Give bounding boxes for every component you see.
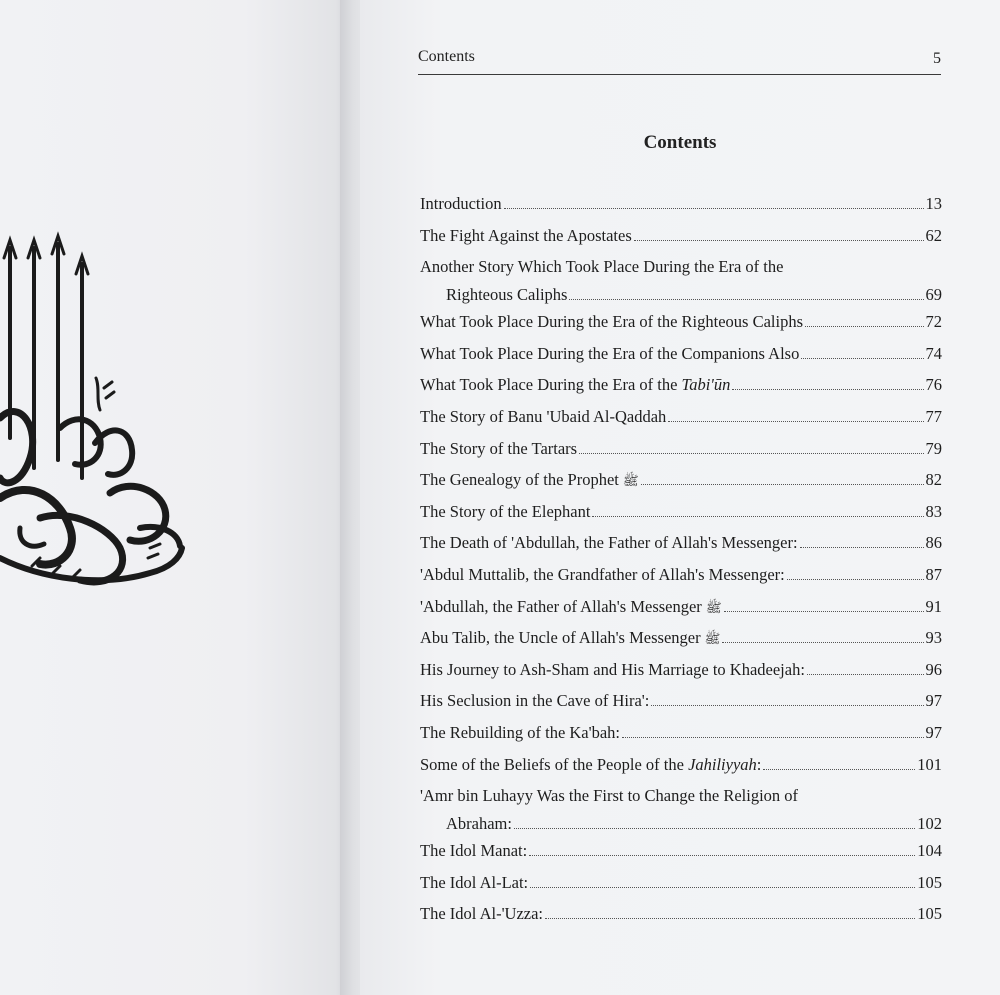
toc-entry: [420, 439, 942, 471]
toc-entry-title: Another Story Which Took Place During the Era of the: [420, 257, 784, 277]
toc-entry: [420, 660, 942, 692]
toc-entry: [420, 597, 942, 629]
toc-entry: [420, 502, 942, 534]
toc-entry-title-text: Abu Talib, the Uncle of Allah's Messenger: [420, 628, 701, 648]
toc-entry-title-text: What Took Place During the Era of the: [420, 375, 678, 395]
toc-entry-title-italic: Jahiliyyah: [688, 754, 757, 774]
toc-entry-page: 82: [925, 470, 942, 490]
toc-entry-title: What Took Place During the Era of the Companions Also: [420, 343, 800, 363]
toc-entry: [420, 407, 942, 439]
toc-entry-page: 72: [925, 312, 942, 332]
leader-dots: [569, 298, 923, 300]
toc-entry: [420, 786, 942, 841]
toc-entry: [420, 723, 942, 755]
toc-entry-title: His Journey to Ash-Sham and His Marriage to Khadeejah:: [420, 659, 805, 679]
leader-dots: [592, 515, 923, 517]
leader-dots: [641, 483, 924, 485]
toc-entry: [420, 226, 942, 258]
toc-entry: [420, 565, 942, 597]
toc-entry-title: What Took Place During the Era of the Righteous Caliphs: [420, 312, 804, 332]
toc-entry-title: The Idol Al-Lat:: [420, 872, 529, 892]
leader-dots: [634, 239, 924, 241]
toc-entry-page: 74: [925, 343, 942, 363]
toc-entry: [420, 628, 942, 660]
toc-entry-title: 'Abdul Muttalib, the Grandfather of Allah's Messenger:: [420, 564, 785, 584]
header-page-number: 5: [933, 50, 941, 67]
toc-entry-title: 'Amr bin Luhayy Was the First to Change the Religion of: [420, 786, 799, 806]
toc-entry-title: The Story of Banu 'Ubaid Al-Qaddah: [420, 406, 667, 426]
leader-dots: [805, 325, 923, 327]
toc-entry-page: 102: [917, 813, 942, 833]
leader-dots: [579, 452, 923, 454]
toc-entry-page: 105: [917, 872, 942, 892]
toc-entry: [420, 904, 942, 936]
toc-entry-title-line2: Righteous Caliphs: [446, 284, 568, 304]
toc-entry-page: 76: [925, 375, 942, 395]
toc-entry-title: [420, 597, 722, 619]
toc-entry-title: The Fight Against the Apostates: [420, 225, 632, 245]
toc-entry-title: The Death of 'Abdullah, the Father of Allah's Messenger:: [420, 533, 798, 553]
toc-entry-title: The Story of the Elephant: [420, 501, 591, 521]
toc-entry-title-line1: [420, 786, 942, 806]
toc-entry: [420, 873, 942, 905]
leader-dots: [651, 704, 923, 706]
table-of-contents: [420, 194, 942, 936]
leader-dots: [545, 917, 915, 919]
toc-entry-title-line2: Abraham:: [446, 813, 512, 833]
leader-dots: [504, 207, 924, 209]
toc-entry-title-line1: [420, 257, 942, 277]
running-header: [418, 48, 941, 75]
toc-entry-page: 13: [925, 194, 942, 213]
toc-entry: [420, 755, 942, 787]
leader-dots: [763, 768, 915, 770]
toc-entry-title-italic: Tabi'ūn: [681, 375, 731, 395]
toc-entry-title-text: The Genealogy of the Prophet: [420, 470, 619, 490]
toc-entry-title: Introduction: [420, 194, 502, 213]
leader-dots: [668, 420, 923, 422]
toc-entry-page: 101: [917, 754, 942, 774]
toc-entry-page: 93: [925, 628, 942, 648]
toc-entry-page: 96: [925, 659, 942, 679]
toc-entry-title: The Idol Manat:: [420, 841, 528, 861]
toc-entry: [420, 841, 942, 873]
toc-entry-title: [420, 375, 730, 395]
toc-entry-title: His Seclusion in the Cave of Hira':: [420, 691, 650, 711]
toc-entry: [420, 312, 942, 344]
leader-dots: [530, 886, 915, 888]
leader-dots: [722, 641, 923, 643]
toc-entry: [420, 257, 942, 312]
leader-dots: [622, 736, 923, 738]
honorific-symbol: ﷺ: [705, 599, 722, 615]
leader-dots: [724, 610, 924, 612]
toc-entry-page: 97: [925, 691, 942, 711]
toc-entry-title: The Rebuilding of the Ka'bah:: [420, 722, 621, 742]
toc-entry-page: 104: [917, 841, 942, 861]
toc-entry-title-suffix: :: [756, 754, 762, 774]
honorific-symbol: ﷺ: [622, 473, 639, 489]
toc-entry-page: 83: [925, 501, 942, 521]
toc-entry-page: 87: [925, 564, 942, 584]
header-title: Contents: [418, 48, 475, 65]
honorific-symbol: ﷺ: [704, 631, 721, 647]
left-page: [0, 0, 350, 995]
toc-entry: [420, 470, 942, 502]
bismillah-calligraphy: [0, 228, 200, 608]
leader-dots: [732, 388, 923, 390]
leader-dots: [787, 578, 924, 580]
contents-heading: Contents: [643, 132, 717, 153]
toc-entry-title-text: 'Abdullah, the Father of Allah's Messenger: [420, 596, 702, 616]
leader-dots: [800, 546, 924, 548]
toc-entry-title-text: Some of the Beliefs of the People of the: [420, 754, 684, 774]
toc-entry-page: 105: [917, 904, 942, 924]
toc-entry-page: 97: [925, 722, 942, 742]
leader-dots: [514, 827, 915, 829]
toc-entry-title: [420, 628, 720, 650]
toc-entry-title: The Idol Al-'Uzza:: [420, 904, 544, 924]
leader-dots: [801, 357, 923, 359]
leader-dots: [529, 854, 915, 856]
toc-entry: [420, 375, 942, 407]
toc-entry-page: 62: [925, 225, 942, 245]
leader-dots: [807, 673, 924, 675]
toc-entry-page: 69: [925, 284, 942, 304]
toc-entry-page: 91: [925, 596, 942, 616]
toc-entry-title: [420, 755, 761, 775]
toc-entry-title: The Story of the Tartars: [420, 438, 578, 458]
toc-entry: [420, 194, 942, 226]
toc-entry-page: 86: [925, 533, 942, 553]
toc-entry: [420, 691, 942, 723]
toc-entry-title: [420, 470, 639, 492]
toc-entry-page: 77: [925, 406, 942, 426]
toc-entry: [420, 344, 942, 376]
toc-entry-page: 79: [925, 438, 942, 458]
toc-entry: [420, 533, 942, 565]
